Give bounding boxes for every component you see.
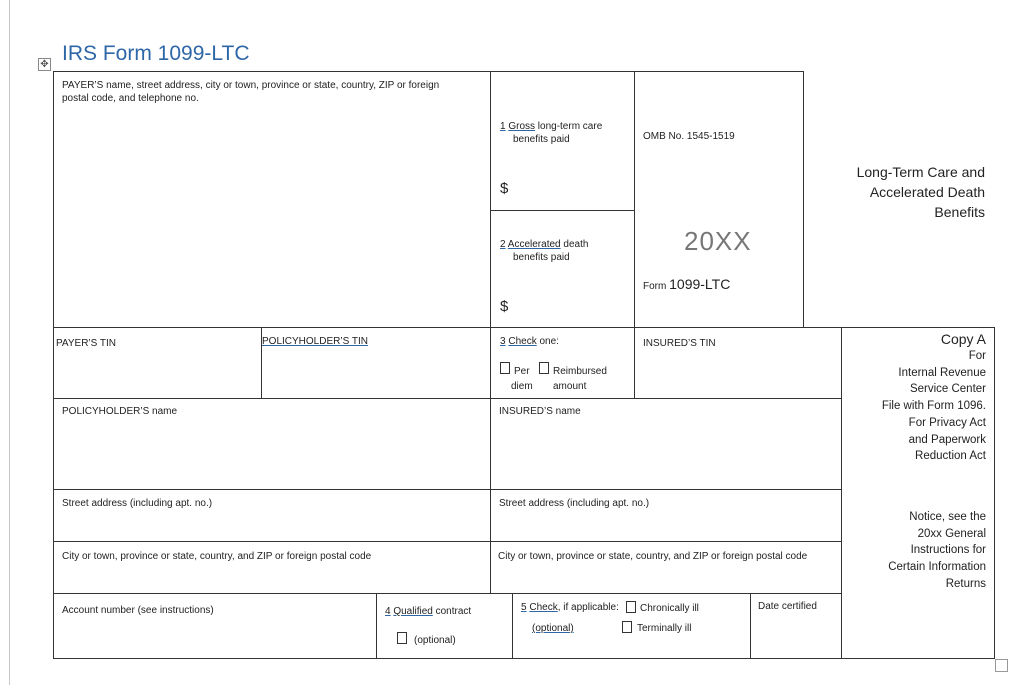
side-title-line: Accelerated Death <box>869 184 985 200</box>
city-right-box <box>490 541 842 594</box>
box-4-optional: (optional) <box>414 635 456 646</box>
box-3-word: Check <box>508 336 537 347</box>
box-5-check <box>512 593 751 659</box>
payer-block-label: PAYER’S name, street address, city or town, province or state, country, ZIP or foreign postal code, and telephone no. <box>62 80 440 104</box>
page-edge <box>9 0 10 685</box>
box-3-label <box>500 335 559 348</box>
box-5-number: 5 <box>521 602 527 613</box>
payer-block <box>53 71 491 328</box>
notice-line: 20xx General <box>917 527 986 540</box>
box-2-word: Accelerated <box>507 239 561 250</box>
date-certified-label: Date certified <box>758 601 817 612</box>
payer-tin-box <box>53 327 262 399</box>
date-certified-box <box>750 593 842 659</box>
notice-line: Instructions for <box>910 544 986 557</box>
qualified-checkbox[interactable] <box>397 632 407 644</box>
side-title <box>810 162 985 222</box>
insured-tin-label: INSURED’S TIN <box>643 338 716 349</box>
copy-a-line: Service Center <box>909 383 986 396</box>
copy-a-title: Copy A <box>940 331 986 347</box>
box-2-number: 2 <box>500 239 506 250</box>
box-1-rest: long-term care <box>537 121 603 132</box>
reimbursed-text2: amount <box>553 381 587 392</box>
page-title: IRS Form 1099-LTC <box>62 42 250 65</box>
form-name <box>643 276 730 292</box>
box-1-word: Gross <box>508 121 536 132</box>
box-2-rest: death <box>563 239 589 250</box>
policyholder-name-box <box>53 398 491 490</box>
reimbursed-label <box>553 364 607 394</box>
box-3-rest: one: <box>539 336 559 347</box>
box-2-dollar: $ <box>500 298 509 315</box>
box-5-optional: (optional) <box>532 623 574 634</box>
box-2-line2: benefits paid <box>513 252 570 263</box>
notice-line: Notice, see the <box>909 511 986 523</box>
box-4-number: 4 <box>385 606 391 617</box>
box-4-rest: contract <box>435 606 472 617</box>
table-move-handle-icon[interactable]: ✥ <box>38 58 51 71</box>
notice-line: Returns <box>945 577 986 590</box>
street-left-label: Street address (including apt. no.) <box>62 498 213 509</box>
tax-year: 20XX <box>684 226 752 256</box>
box-5-label <box>521 601 619 614</box>
copy-a-line: Reduction Act <box>915 450 986 463</box>
form-prefix: Form <box>643 281 667 292</box>
copy-a-text <box>842 330 986 465</box>
copy-a-block <box>841 327 995 659</box>
copy-a-line: and Paperwork <box>908 433 986 446</box>
city-left-label: City or town, province or state, country, and ZIP or foreign postal code <box>62 551 372 562</box>
copy-a-line: For Privacy Act <box>908 416 986 429</box>
side-title-line: Benefits <box>934 204 985 220</box>
city-right-label: City or town, province or state, country, and ZIP or foreign postal code <box>498 551 808 562</box>
box-2-label <box>500 238 588 264</box>
box-1-line2: benefits paid <box>513 134 570 145</box>
chronically-ill-checkbox[interactable] <box>626 601 636 613</box>
policyholder-tin-box <box>261 327 491 399</box>
reimbursed-text: Reimbursed <box>553 366 607 377</box>
per-diem-label <box>511 364 533 394</box>
account-number-label: Account number (see instructions) <box>62 605 214 616</box>
city-left-box <box>53 541 491 594</box>
box-4-word: Qualified <box>393 606 433 617</box>
payer-tin-label: PAYER’S TIN <box>56 338 117 349</box>
street-left-box <box>53 489 491 542</box>
box-1-dollar: $ <box>500 180 509 197</box>
box-5-rest: , if applicable: <box>557 602 619 613</box>
terminally-ill-label: Terminally ill <box>637 623 692 634</box>
box-4-label <box>385 605 471 618</box>
box-1-label <box>500 120 602 146</box>
box-2-accelerated-benefits <box>490 210 635 328</box>
box-3-number: 3 <box>500 336 506 347</box>
per-diem-checkbox[interactable] <box>500 362 510 374</box>
policyholder-name-label: POLICYHOLDER’S name <box>62 406 178 417</box>
insured-tin-box <box>634 327 842 399</box>
reimbursed-checkbox[interactable] <box>539 362 549 374</box>
copy-a-notice <box>842 509 986 593</box>
side-title-line: Long-Term Care and <box>856 164 985 180</box>
terminally-ill-checkbox[interactable] <box>622 621 632 633</box>
insured-name-label: INSURED’S name <box>499 406 581 417</box>
chronically-ill-label: Chronically ill <box>640 603 699 614</box>
per-diem-text2: diem <box>511 381 533 392</box>
box-3-check <box>490 327 635 399</box>
box-1-number: 1 <box>500 121 506 132</box>
per-diem-text: Per <box>514 366 530 377</box>
omb-year-block <box>634 71 804 328</box>
copy-a-line: Internal Revenue <box>898 366 986 379</box>
box-1-gross-benefits <box>490 71 635 211</box>
account-number-box <box>53 593 377 659</box>
box-4-qualified <box>376 593 513 659</box>
box-5-word: Check <box>529 602 558 613</box>
form-name-value: 1099-LTC <box>669 276 731 292</box>
copy-a-line: File with Form 1096. <box>881 400 986 413</box>
table-resize-handle-icon[interactable] <box>995 659 1008 672</box>
copy-a-line: For <box>968 350 986 362</box>
copy-a-lines <box>842 348 986 465</box>
policyholder-tin-label: POLICYHOLDER’S TIN <box>262 336 368 347</box>
omb-number: OMB No. 1545-1519 <box>643 131 735 142</box>
insured-name-box <box>490 398 842 490</box>
street-right-box <box>490 489 842 542</box>
street-right-label: Street address (including apt. no.) <box>499 498 650 509</box>
notice-line: Certain Information <box>888 561 986 574</box>
